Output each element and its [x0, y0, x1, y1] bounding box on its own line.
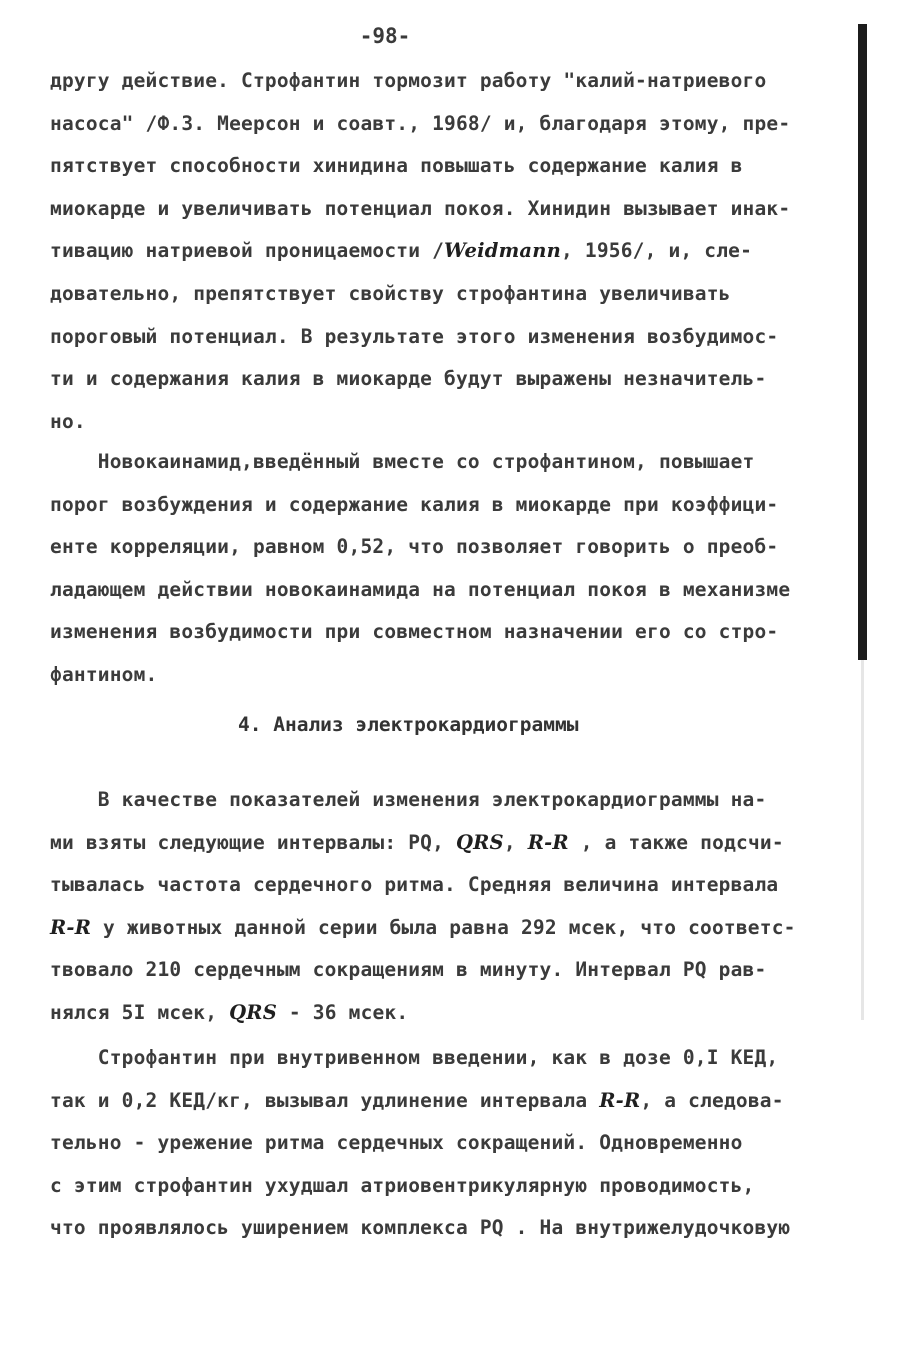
text-segment: тивацию натриевой проницаемости /: [50, 239, 445, 263]
text-line: [50, 1080, 862, 1123]
text-line: довательно, препятствует свойству строфантина увеличивать: [50, 281, 731, 305]
text-segment: ми взяты следующие интервалы: PQ,: [50, 830, 456, 854]
text-line: Новокаинамид,введённый вместе со строфантином, повышает: [50, 450, 755, 473]
text-line: что проявлялось уширением комплекса PQ . На внутрижелудочковую: [50, 1216, 791, 1240]
text-line: [50, 992, 862, 1035]
text-line: пороговый потенциал. В результате этого изменения возбудимос-: [50, 324, 779, 348]
text-line: ладающем действии новокаинамида на потенциал покоя в механизме: [50, 577, 791, 601]
text-line: [50, 230, 862, 273]
text-line: [50, 822, 862, 865]
paragraph-block-4: [50, 1037, 862, 1250]
handwritten-insert: R-R: [527, 830, 569, 854]
text-line: миокарде и увеличивать потенциал покоя. Хинидин вызывает инак-: [50, 196, 791, 220]
text-segment: у животных данной серии была равна 292 мсек, что соответс-: [91, 915, 796, 939]
text-line: порог возбуждения и содержание калия в миокарде при коэффици-: [50, 492, 779, 516]
text-line: изменения возбудимости при совместном назначении его со стро-: [50, 620, 779, 644]
text-line: пятствует способности хинидина повышать содержание калия в: [50, 154, 743, 178]
handwritten-insert: Weidmann: [444, 239, 562, 263]
text-segment: так и 0,2 КЕД/кг, вызывал удлинение интервала: [50, 1088, 600, 1112]
text-line: ти и содержания калия в миокарде будут выражены незначитель-: [50, 367, 767, 391]
handwritten-insert: QRS: [455, 830, 504, 854]
text-line: фантином.: [50, 662, 158, 686]
text-line: но.: [50, 409, 86, 433]
text-segment: ,: [503, 830, 528, 854]
handwritten-insert: QRS: [229, 1000, 277, 1024]
handwritten-insert: R-R: [50, 915, 92, 939]
paragraph-block-1: [50, 60, 862, 443]
text-line: Строфантин при внутривенном введении, как в дозе 0,I КЕД,: [50, 1046, 779, 1069]
handwritten-insert: R-R: [599, 1088, 641, 1112]
text-segment: , 1956/, и, сле-: [561, 239, 753, 263]
paragraph-block-3: [50, 779, 862, 1035]
text-line: с этим строфантин ухудшал атриовентрикулярную проводимость,: [50, 1173, 755, 1197]
page-number: -98-: [359, 24, 411, 48]
text-line: тывалась частота сердечного ритма. Средняя величина интервала: [50, 873, 779, 897]
text-line: другу действие. Строфантин тормозит работу "калий-натриевого: [50, 69, 767, 92]
text-segment: , а также подсчи-: [568, 830, 784, 854]
text-segment: - 36 мсек.: [276, 1000, 409, 1024]
text-segment: , а следова-: [640, 1088, 784, 1112]
section-heading: 4. Анализ электрокардиограммы: [238, 713, 579, 736]
text-line: В качестве показателей изменения электрокардиограммы на-: [50, 788, 767, 811]
text-line: [50, 907, 862, 950]
text-line: енте корреляции, равном 0,52, что позволяет говорить о преоб-: [50, 535, 779, 559]
text-line: насоса" /Ф.З. Меерсон и соавт., 1968/ и, благодаря этому, пре-: [50, 111, 791, 135]
text-segment: нялся 5I мсек,: [50, 1000, 230, 1024]
text-line: твовало 210 сердечным сокращениям в минуту. Интервал PQ рав-: [50, 958, 767, 982]
text-line: тельно - урежение ритма сердечных сокращений. Одновременно: [50, 1131, 743, 1155]
paragraph-block-2: [50, 441, 862, 697]
